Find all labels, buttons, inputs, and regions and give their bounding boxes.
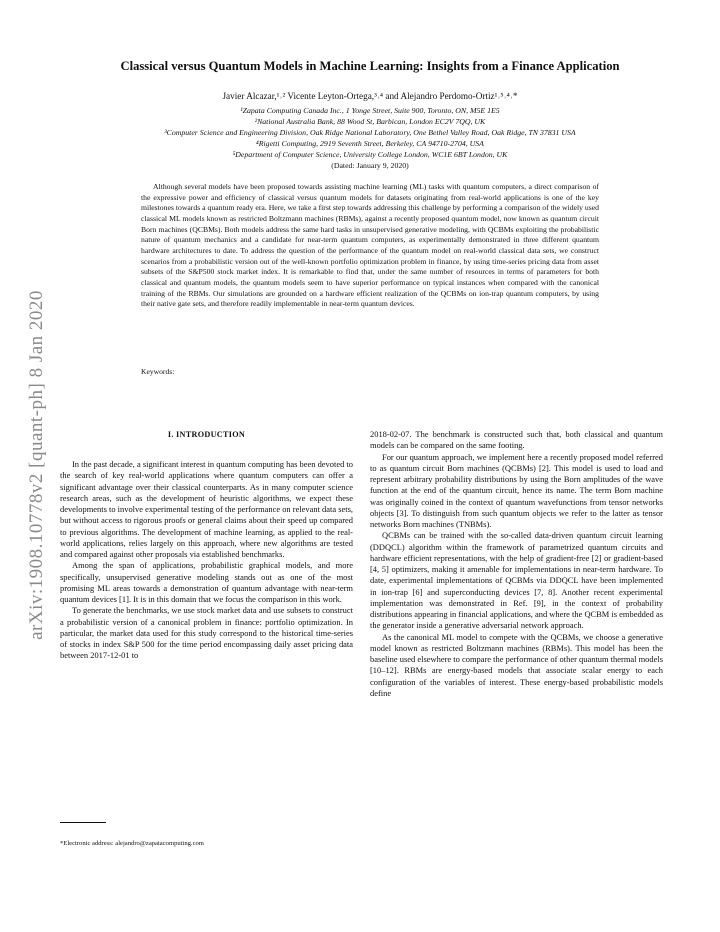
- author-list: Javier Alcazar,¹˒² Vicente Leyton-Ortega,³˒⁴ and Alejandro Perdomo-Ortiz¹˒⁵˒⁴˒*: [222, 91, 518, 101]
- section-heading-introduction: I. INTRODUCTION: [167, 430, 246, 439]
- footnote-email: *Electronic address: alejandro@zapatacomputing.com: [60, 840, 204, 847]
- keywords: Keywords:: [141, 367, 175, 376]
- paragraph: In the past decade, a significant interest in quantum computing has been devoted to the search of key real-world applications where quantum computers can offer a significant advantage over their classical counterparts. As in many computer science research areas, such as the development of heuristic algorithms, we expect these developments to involve experimental testing of the performance on relevant data sets, but without access to rigorous proofs or general claims about their speed up compared to previous algorithms. The development of machine learning, as applied to the real-world applications, relies largely on this approach, where new algorithms are tested and compared against other proposals via established benchmarks.: [60, 459, 353, 559]
- paragraph: As the canonical ML model to compete with the QCBMs, we choose a generative model known as restricted Boltzmann machines (RBMs). This model has been the baseline used elsewhere to compare the performance of other quantum thermal models [10–12]. RBMs are energy-based models that associate scalar energy to each configuration of the variables of interest. These energy-based probabilistic models define: [370, 631, 663, 698]
- paragraph: To generate the benchmarks, we use stock market data and use subsets to construct a probabilistic version of a canonical problem in finance: portfolio optimization. In particular, the market data used for this study correspond to the historical time-series of stocks in index S&P 500 for the time period encompassing daily asset pricing data between 2017-12-01 to: [60, 605, 353, 661]
- left-column: [60, 459, 353, 662]
- paragraph: For our quantum approach, we implement here a recently proposed model referred to as quantum circuit Born machines (QCBMs) [2]. This model is used to load and represent arbitrary probability distributions by using the Born amplitudes of the wave function at the end of the quantum circuit, hence its name. The term Born machine was originally coined in the context of quantum wavefunctions from tensor networks objects [3]. To distinguish from such quantum objects we refer to the latter as tensor networks Born machines (TNBMs).: [370, 451, 663, 529]
- affiliation-4: ⁴Rigetti Computing, 2919 Seventh Street, Berkeley, CA 94710-2704, USA: [256, 138, 484, 148]
- arxiv-stamp: [22, 250, 52, 680]
- affiliation-1: ¹Zapata Computing Canada Inc., 1 Yonge Street, Suite 900, Toronto, ON, M5E 1E5: [240, 106, 500, 115]
- abstract: Although several models have been proposed towards assisting machine learning (ML) tasks with quantum computers, a direct comparison of the expressive power and efficiency of classical versus quantum models for datasets originating from real-world applications is one of the key milestones towards a quantum ready era. Here, we take a first step towards addressing this challenge by performing a comparison of the widely used classical ML models known as restricted Boltzmann machines (RBMs), against a recently proposed quantum model, now known as quantum circuit Born machines (QCBMs). Both models address the same hard tasks in unsupervised generative modeling, with QCBMs exploiting the probabilistic nature of quantum mechanics and a candidate for near-term quantum computers, as experimentally demonstrated in three different quantum hardware architectures to date. To address the question of the performance of the quantum model on real-world classical data sets, we construct scenarios from a probabilistic version out of the well-known portfolio optimization problem in finance, by using time-series pricing data from asset subsets of the S&P500 stock market index. It is remarkable to find that, under the same number of resources in terms of parameters for both classical and quantum models, the quantum models seem to have superior performance on typical instances when compared with the canonical training of the RBMs. Our simulations are grounded on a hardware efficient realization of the QCBMs on ion-trap quantum computers, by using their native gate sets, and therefore readily implementable in near-term quantum devices.: [141, 182, 599, 309]
- paragraph: Among the span of applications, probabilistic graphical models, and more specifically, unsupervised generative modeling stands out as one of the most promising ML areas towards a demonstration of quantum advantage with near-term quantum devices [1]. It is in this domain that we focus the comparison in this work.: [60, 560, 353, 604]
- paper-title: Classical versus Quantum Models in Machine Learning: Insights from a Finance Application: [120, 59, 620, 73]
- paragraph: QCBMs can be trained with the so-called data-driven quantum circuit learning (DDQCL) algorithm within the framework of parametrized quantum circuits and hardware efficient representations, with the help of gradient-free [2] or gradient-based [4, 5] optimizers, making it amenable for implementations in near-term hardware. To date, experimental implementations of QCBMs via DDQCL have been implemented in ion-trap [6] and superconducting devices [7, 8]. Another recent experimental implementation was demonstrated in Ref. [9], in the context of probability distributions appearing in financial applications, and where the QCBM is embedded as the generator inside a generative adversarial network approach.: [370, 530, 663, 631]
- affiliation-5: ⁵Department of Computer Science, University College London, WC1E 6BT London, UK: [232, 149, 508, 159]
- footnote-rule: [60, 822, 106, 823]
- affiliations: [60, 106, 680, 171]
- arxiv-stamp-text: arXiv:1908.10778v2 [quant-ph] 8 Jan 2020: [26, 290, 47, 640]
- right-column: [370, 429, 663, 699]
- affiliation-3: ³Computer Science and Engineering Division, Oak Ridge National Laboratory, One Bethel Valley Road, Oak Ridge, TN 37831 USA: [164, 127, 576, 137]
- dated-line: (Dated: January 9, 2020): [331, 160, 409, 170]
- paragraph-continued: 2018-02-07. The benchmark is constructed such that, both classical and quantum models can be compared on the same footing.: [370, 429, 663, 451]
- affiliation-2: ²National Australia Bank, 88 Wood St, Barbican, London EC2V 7QQ, UK: [254, 116, 486, 126]
